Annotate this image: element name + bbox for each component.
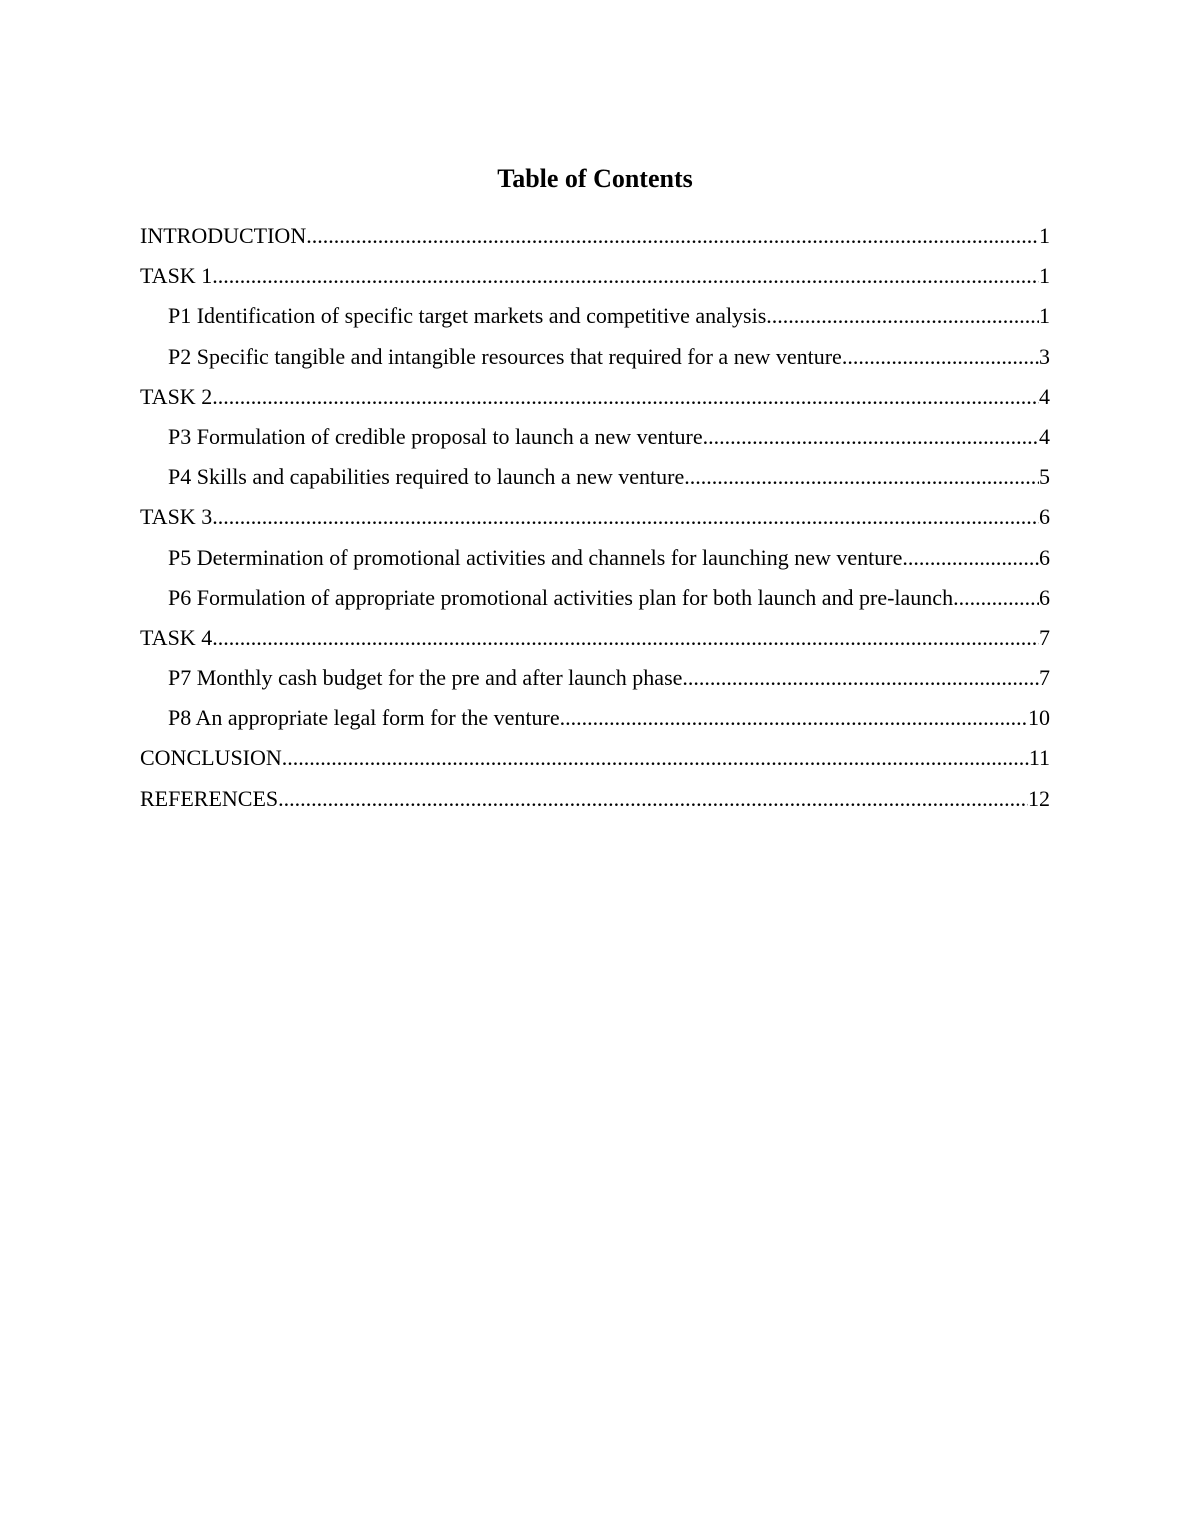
toc-entry-references[interactable] (140, 783, 1050, 823)
toc-page-number: 1 (1039, 263, 1050, 289)
toc-entry-p3[interactable] (140, 421, 1050, 461)
toc-dot-leader (766, 300, 1039, 332)
toc-entry-conclusion[interactable] (140, 742, 1050, 782)
toc-dot-leader (902, 542, 1039, 574)
toc-page-number: 10 (1028, 705, 1050, 731)
toc-dot-leader (278, 783, 1028, 815)
toc-entry-task-3[interactable] (140, 501, 1050, 541)
toc-entry-p8[interactable] (140, 702, 1050, 742)
toc-entry-p5[interactable] (140, 542, 1050, 582)
toc-dot-leader (560, 702, 1028, 734)
toc-entry-label: TASK 3 (140, 504, 213, 530)
toc-entry-label: INTRODUCTION (140, 223, 307, 248)
toc-entry-label: TASK 2 (140, 383, 213, 409)
toc-entry-label: TASK 4 (140, 624, 213, 650)
toc-entry-label: CONCLUSION (140, 745, 282, 771)
toc-entry-p7[interactable] (140, 662, 1050, 702)
toc-list (140, 220, 1050, 823)
toc-page-number: 1 (1039, 303, 1050, 329)
toc-page-number: 7 (1039, 665, 1050, 691)
toc-entry-label: P4 Skills and capabilities required to launch a new venture (168, 464, 685, 490)
toc-entry-label: P1 Identification of specific target markets and competitive analysis (168, 303, 767, 329)
toc-dot-leader (306, 220, 1039, 252)
toc-entry-label: REFERENCES (140, 785, 279, 811)
toc-page-number: 6 (1039, 504, 1050, 530)
toc-page-number: 12 (1028, 785, 1050, 811)
toc-page-number: 4 (1039, 383, 1050, 409)
toc-entry-label: P7 Monthly cash budget for the pre and after launch phase (168, 665, 683, 691)
toc-dot-leader (953, 582, 1039, 614)
toc-page-number: 5 (1039, 464, 1050, 490)
toc-page-number: 11 (1028, 745, 1050, 771)
toc-entry-p2[interactable] (140, 341, 1050, 381)
toc-entry-task-2[interactable] (140, 381, 1050, 421)
toc-dot-leader (842, 341, 1039, 373)
toc-page-number: 6 (1039, 584, 1050, 610)
toc-page-number: 4 (1039, 423, 1050, 449)
toc-entry-p6[interactable] (140, 582, 1050, 622)
toc-entry-p1[interactable] (140, 300, 1050, 340)
toc-page-number: 3 (1039, 343, 1050, 369)
toc-entry-label: P2 Specific tangible and intangible resources that required for a new venture (168, 343, 842, 369)
toc-entry-label: TASK 1 (140, 263, 213, 289)
toc-entry-task-4[interactable] (140, 622, 1050, 662)
toc-dot-leader (684, 461, 1039, 493)
toc-entry-label: P3 Formulation of credible proposal to launch a new venture (168, 423, 703, 449)
toc-dot-leader (212, 260, 1039, 292)
toc-entry-p4[interactable] (140, 461, 1050, 501)
toc-dot-leader (212, 381, 1039, 413)
toc-dot-leader (682, 662, 1039, 694)
toc-entry-label: P6 Formulation of appropriate promotional activities plan for both launch and pre-launch (168, 584, 954, 610)
toc-entry-task-1[interactable] (140, 260, 1050, 300)
toc-dot-leader (212, 501, 1039, 533)
toc-title: Table of Contents (497, 164, 693, 193)
toc-entry-label: P8 An appropriate legal form for the venture (168, 705, 560, 731)
toc-entry-label: P5 Determination of promotional activities and channels for launching new venture (168, 544, 903, 570)
toc-dot-leader (282, 742, 1029, 774)
toc-page-number: 7 (1039, 624, 1050, 650)
toc-dot-leader (703, 421, 1039, 453)
toc-entry-introduction[interactable] (140, 220, 1050, 260)
toc-page-number: 6 (1039, 544, 1050, 570)
toc-page-number: 1 (1039, 223, 1050, 248)
toc-dot-leader (212, 622, 1039, 654)
